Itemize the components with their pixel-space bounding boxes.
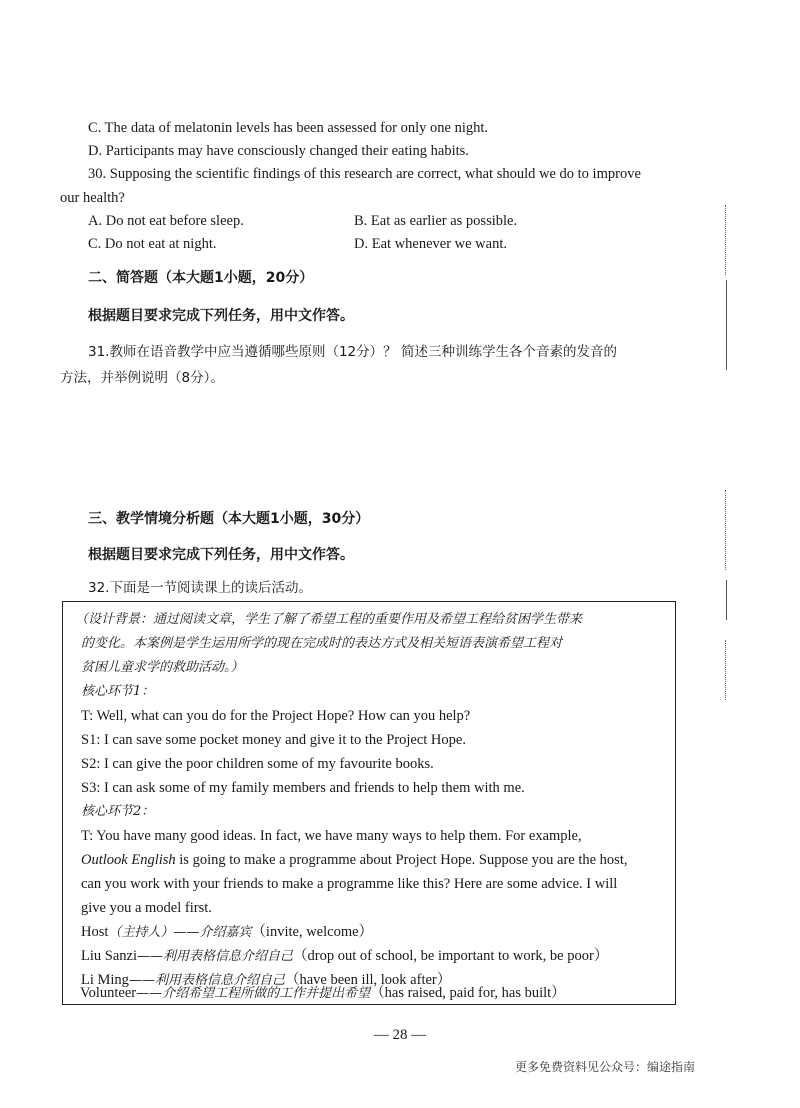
role-li-name: Li Ming [81, 972, 129, 988]
dialogue-teacher-2-line4: give you a model first. [81, 900, 212, 916]
dialogue-teacher-2-line1: T: You have many good ideas. In fact, we have many ways to help them. For example, [81, 828, 582, 844]
section2-instruction: 根据题目要求完成下列任务，用中文作答。 [88, 308, 354, 324]
role-li-phrases: （have been ill, look after） [284, 972, 452, 988]
role-host-task: （主持人）——介绍嘉宾 [108, 925, 252, 940]
dialogue-student-2: S2: I can give the poor children some of my favourite books. [81, 756, 434, 772]
q30-option-c: C. Do not eat at night. [88, 236, 217, 252]
section2-heading: 二、简答题（本大题1小题，20分） [88, 270, 314, 286]
page-number: — 28 — [373, 1027, 427, 1043]
margin-mark [725, 205, 727, 275]
role-volunteer-name: Volunteer [80, 985, 137, 1001]
role-host [81, 922, 373, 943]
role-liu-sanzi [81, 946, 608, 967]
case-background-line2: 的变化。本案例是学生运用所学的现在完成时的表达方式及相关短语表演希望工程对 [81, 636, 563, 651]
case-background-line1: （设计背景：通过阅读文章，学生了解了希望工程的重要作用及希望工程给贫困学生带来 [75, 612, 583, 627]
q29-option-d: D. Participants may have consciously changed their eating habits. [88, 143, 469, 159]
dialogue-teacher-1: T: Well, what can you do for the Project Hope? How can you help? [81, 708, 471, 724]
role-liu-name: Liu Sanzi [81, 948, 137, 964]
q30-option-d: D. Eat whenever we want. [354, 236, 507, 252]
case-background-line3: 贫困儿童求学的救助活动。） [81, 660, 244, 675]
q30-option-b: B. Eat as earlier as possible. [354, 213, 518, 229]
role-li-task: ——利用表格信息介绍自己 [128, 973, 285, 988]
role-volunteer [80, 983, 566, 1004]
dialogue-student-3: S3: I can ask some of my family members and friends to help them with me. [81, 780, 525, 796]
dialogue-teacher-2-line2 [81, 850, 627, 870]
dialogue-student-1: S1: I can save some pocket money and give it to the Project Hope. [81, 732, 466, 748]
core-step2-label: 核心环节2： [81, 804, 155, 819]
q30-stem-line2: our health? [60, 190, 125, 206]
q30-stem-line1: 30. Supposing the scientific findings of this research are correct, what should we do to improve [88, 166, 641, 182]
magazine-title: Outlook English [81, 852, 176, 868]
margin-mark [725, 640, 727, 700]
q31-line1: 31.教师在语音教学中应当遵循哪些原则（12分）？ 简述三种训练学生各个音素的发音的 [88, 344, 617, 360]
role-liu-task: ——利用表格信息介绍自己 [136, 949, 293, 964]
dialogue-teacher-2-line2-rest: is going to make a programme about Project Hope. Suppose you are the host, [175, 852, 628, 868]
q31-line2: 方法，并举例说明（8分）。 [60, 370, 224, 386]
margin-mark [725, 490, 727, 570]
margin-mark [726, 580, 727, 620]
section3-heading: 三、教学情境分析题（本大题1小题，30分） [88, 511, 370, 527]
role-host-name: Host [81, 924, 109, 940]
q29-option-c: C. The data of melatonin levels has been assessed for only one night. [88, 120, 488, 136]
q32-intro: 32.下面是一节阅读课上的读后活动。 [88, 580, 312, 596]
footer-note: 更多免费资料见公众号：编途指南 [514, 1060, 695, 1074]
q30-option-a: A. Do not eat before sleep. [88, 213, 244, 229]
core-step1-label: 核心环节1： [81, 684, 155, 699]
section3-instruction: 根据题目要求完成下列任务，用中文作答。 [88, 547, 354, 563]
margin-mark [726, 280, 727, 370]
dialogue-teacher-2-line3: can you work with your friends to make a programme like this? Here are some advice. I will [81, 876, 618, 892]
role-host-phrases: （invite, welcome） [251, 924, 374, 940]
role-volunteer-task: ——介绍希望工程所做的工作并提出希望 [136, 986, 371, 1001]
role-volunteer-phrases: （has raised, paid for, has built） [370, 985, 566, 1001]
case-box [62, 601, 676, 1005]
role-liu-phrases: （drop out of school, be important to work, be poor） [293, 948, 609, 964]
